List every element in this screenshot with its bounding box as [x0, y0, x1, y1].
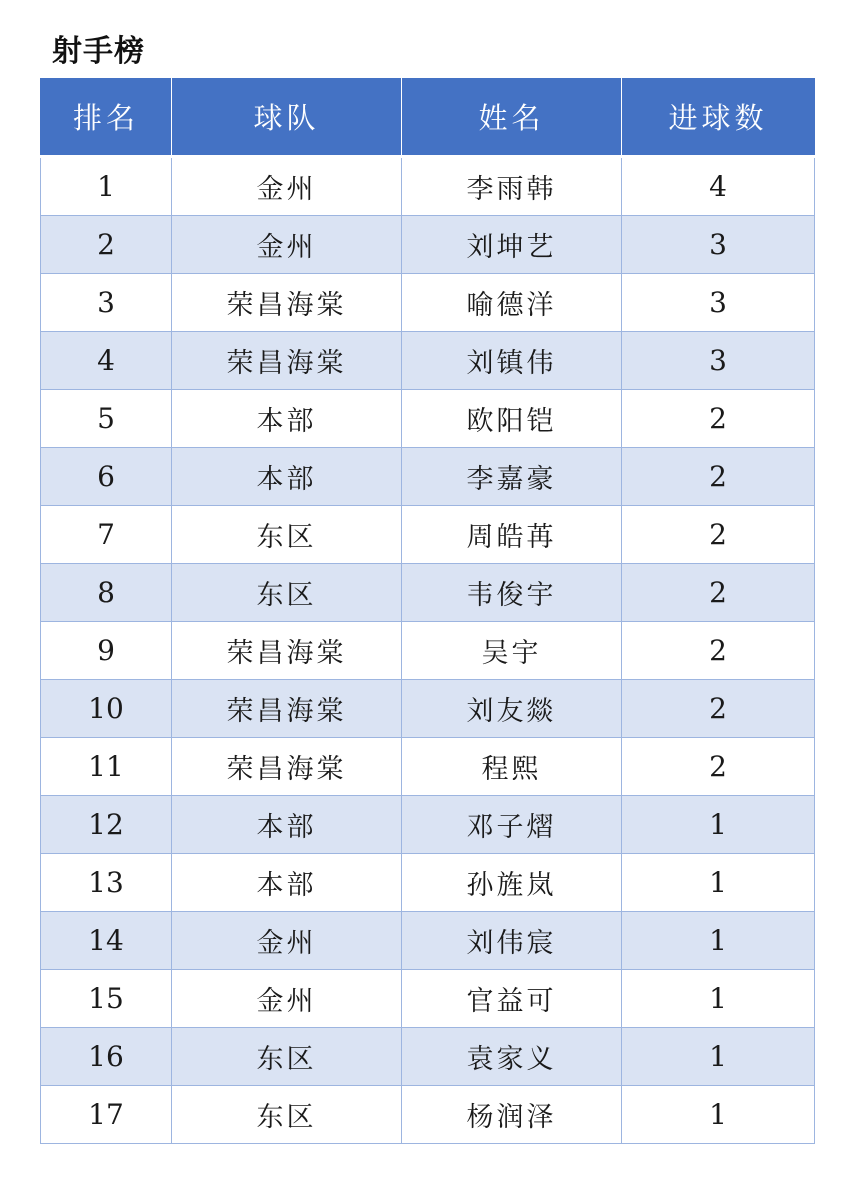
- table-row: [41, 332, 815, 390]
- cell-team: 荣昌海棠: [172, 680, 402, 738]
- cell-goals: 1: [622, 796, 815, 854]
- cell-goals: 2: [622, 448, 815, 506]
- cell-goals: 3: [622, 332, 815, 390]
- cell-name: 韦俊宇: [402, 564, 622, 622]
- table-row: [41, 680, 815, 738]
- cell-name: 欧阳铠: [402, 390, 622, 448]
- cell-rank: 17: [41, 1086, 172, 1144]
- cell-goals: 2: [622, 622, 815, 680]
- cell-team: 东区: [172, 506, 402, 564]
- cell-goals: 2: [622, 390, 815, 448]
- cell-team: 荣昌海棠: [172, 738, 402, 796]
- cell-goals: 1: [622, 970, 815, 1028]
- cell-team: 本部: [172, 854, 402, 912]
- cell-name: 邓子熠: [402, 796, 622, 854]
- table-row: [41, 390, 815, 448]
- table-row: [41, 738, 815, 796]
- cell-goals: 2: [622, 738, 815, 796]
- cell-team: 本部: [172, 448, 402, 506]
- cell-goals: 1: [622, 854, 815, 912]
- cell-rank: 11: [41, 738, 172, 796]
- header-team: 球队: [172, 78, 402, 157]
- cell-name: 李嘉豪: [402, 448, 622, 506]
- table-row: [41, 216, 815, 274]
- cell-team: 荣昌海棠: [172, 332, 402, 390]
- cell-name: 周皓苒: [402, 506, 622, 564]
- cell-team: 东区: [172, 1086, 402, 1144]
- cell-goals: 1: [622, 1086, 815, 1144]
- cell-name: 刘坤艺: [402, 216, 622, 274]
- scorers-table: [40, 78, 815, 1144]
- cell-rank: 15: [41, 970, 172, 1028]
- table-row: [41, 970, 815, 1028]
- header-rank: 排名: [41, 78, 172, 157]
- table-row: [41, 1028, 815, 1086]
- cell-rank: 13: [41, 854, 172, 912]
- header-name: 姓名: [402, 78, 622, 157]
- cell-rank: 1: [41, 157, 172, 216]
- table-row: [41, 448, 815, 506]
- cell-rank: 14: [41, 912, 172, 970]
- cell-goals: 2: [622, 506, 815, 564]
- cell-name: 吴宇: [402, 622, 622, 680]
- cell-goals: 2: [622, 564, 815, 622]
- cell-goals: 1: [622, 912, 815, 970]
- table-row: [41, 506, 815, 564]
- cell-goals: 2: [622, 680, 815, 738]
- cell-rank: 16: [41, 1028, 172, 1086]
- table-row: [41, 157, 815, 216]
- cell-rank: 9: [41, 622, 172, 680]
- cell-goals: 3: [622, 216, 815, 274]
- cell-team: 金州: [172, 912, 402, 970]
- table-row: [41, 1086, 815, 1144]
- cell-rank: 2: [41, 216, 172, 274]
- page-title: 射手榜: [52, 34, 145, 69]
- cell-team: 金州: [172, 216, 402, 274]
- cell-name: 杨润泽: [402, 1086, 622, 1144]
- cell-goals: 4: [622, 157, 815, 216]
- cell-rank: 12: [41, 796, 172, 854]
- table-row: [41, 564, 815, 622]
- cell-goals: 1: [622, 1028, 815, 1086]
- table-row: [41, 274, 815, 332]
- table-header: [41, 78, 815, 157]
- cell-name: 孙旌岚: [402, 854, 622, 912]
- table-row: [41, 912, 815, 970]
- cell-team: 本部: [172, 390, 402, 448]
- cell-goals: 3: [622, 274, 815, 332]
- cell-team: 东区: [172, 1028, 402, 1086]
- cell-team: 金州: [172, 157, 402, 216]
- cell-name: 李雨韩: [402, 157, 622, 216]
- cell-team: 荣昌海棠: [172, 622, 402, 680]
- cell-team: 本部: [172, 796, 402, 854]
- cell-name: 袁家义: [402, 1028, 622, 1086]
- cell-team: 金州: [172, 970, 402, 1028]
- cell-name: 官益可: [402, 970, 622, 1028]
- cell-rank: 8: [41, 564, 172, 622]
- cell-rank: 10: [41, 680, 172, 738]
- cell-team: 荣昌海棠: [172, 274, 402, 332]
- cell-name: 程熙: [402, 738, 622, 796]
- table-row: [41, 854, 815, 912]
- table-row: [41, 796, 815, 854]
- cell-rank: 4: [41, 332, 172, 390]
- table-body: [41, 157, 815, 1144]
- header-goals: 进球数: [622, 78, 815, 157]
- cell-name: 喻德洋: [402, 274, 622, 332]
- cell-name: 刘友燚: [402, 680, 622, 738]
- cell-rank: 6: [41, 448, 172, 506]
- cell-team: 东区: [172, 564, 402, 622]
- header-row: [41, 78, 815, 157]
- cell-name: 刘镇伟: [402, 332, 622, 390]
- cell-rank: 5: [41, 390, 172, 448]
- cell-rank: 3: [41, 274, 172, 332]
- cell-rank: 7: [41, 506, 172, 564]
- table-row: [41, 622, 815, 680]
- cell-name: 刘伟宸: [402, 912, 622, 970]
